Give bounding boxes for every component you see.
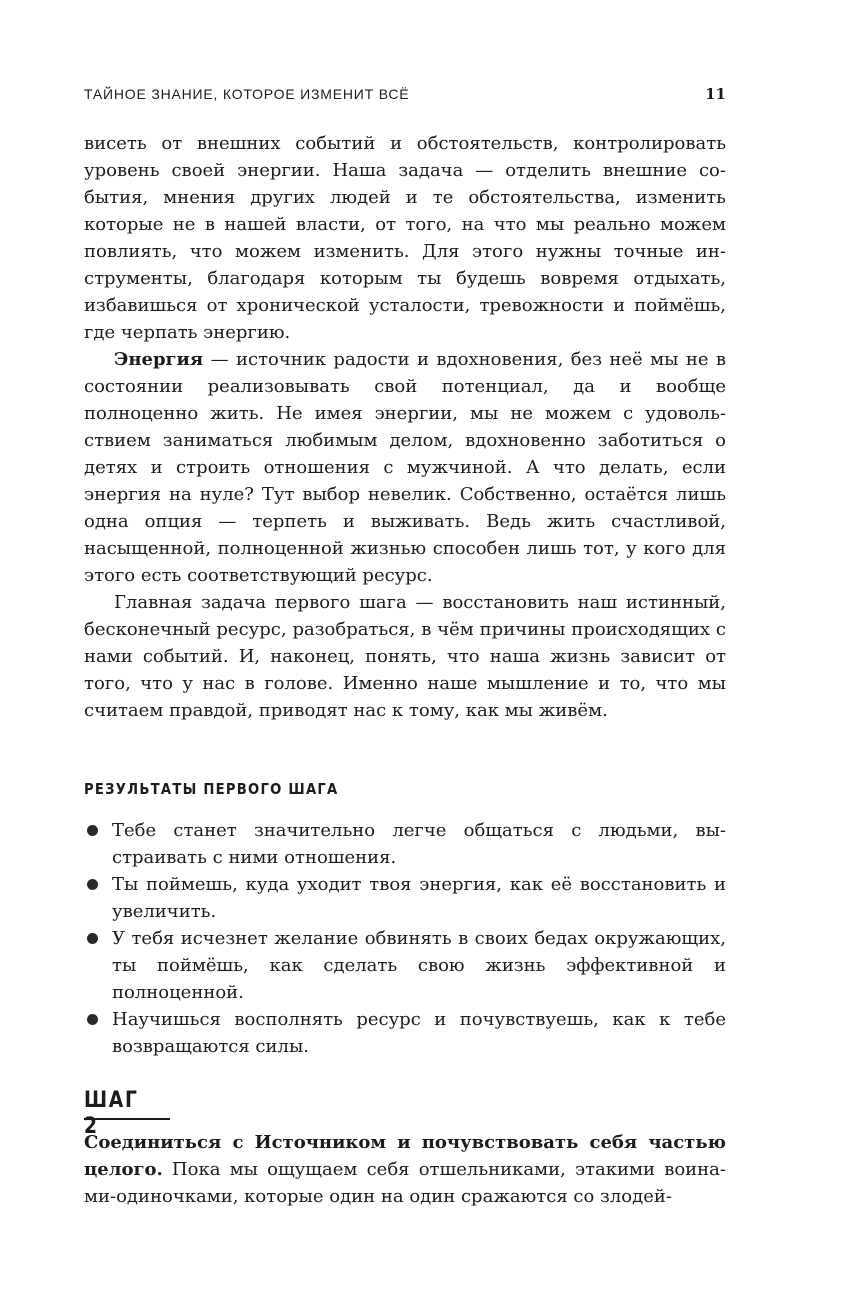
paragraph-bold-term: Энергия xyxy=(114,349,204,370)
paragraph-text: висеть от внешних событий и обстоятельств, контролировать уровень своей энергии. Наша задача — отделить внешние события, мнения других людей и те обстоятельства, изменить которые не в нашей власти, от того, на что мы реально можем повлиять, что можем изменить. Для этого нужны точные инструменты, благодаря которым ты будешь вовремя отдыхать, избавишься от хронической усталости, тревожности и поймёшь, где черпать энергию. xyxy=(84,133,726,343)
paragraph xyxy=(84,346,726,589)
list-item xyxy=(84,871,726,925)
step-heading-text: ШАГ 2 xyxy=(84,1088,139,1139)
step-text xyxy=(84,1129,726,1210)
results-heading: РЕЗУЛЬТАТЫ ПЕРВОГО ШАГА xyxy=(84,780,339,798)
running-head xyxy=(84,86,726,108)
list-item-text: Тебе станет значительно легче общаться с людьми, выстраивать с ними отношения. xyxy=(112,820,726,868)
bullet-icon xyxy=(87,879,98,890)
results-list xyxy=(84,817,726,1060)
main-text xyxy=(84,130,726,724)
list-item-text: Научишься восполнять ресурс и почувствуешь, как к тебе возвращаются силы. xyxy=(112,1009,726,1057)
paragraph-text: Пока мы ощущаем себя отшельниками, этакими воинами-одиночками, которые один на один сражаются со злодей- xyxy=(84,1159,726,1207)
list-item xyxy=(84,925,726,1006)
paragraph-text: — источник радости и вдохновения, без неё мы не в состоянии реализовывать свой потенциал, да и вообще полноценно жить. Не имея энергии, мы не можем с удовольствием заниматься любимым делом, вдохновенно заботиться о детях и строить отношения с мужчиной. А что делать, если энергия на нуле? Тут выбор невелик. Собственно, остаётся лишь одна опция — терпеть и выживать. Ведь жить счастливой, насыщенной, полноценной жизнью способен лишь тот, у кого для этого есть соответствующий ресурс. xyxy=(84,349,726,586)
bullet-icon xyxy=(87,933,98,944)
paragraph xyxy=(84,130,726,346)
list-item-text: У тебя исчезнет желание обвинять в своих бедах окружающих, ты поймёшь, как сделать свою жизнь эффективной и полноценной. xyxy=(112,928,726,1003)
bullet-icon xyxy=(87,1014,98,1025)
paragraph xyxy=(84,589,726,724)
paragraph xyxy=(84,1129,726,1210)
bullet-icon xyxy=(87,825,98,836)
running-head-title: ТАЙНОЕ ЗНАНИЕ, КОТОРОЕ ИЗМЕНИТ ВСЁ xyxy=(84,86,410,102)
step-lead: Соединиться с Источником и почувствовать себя частью целого. xyxy=(84,1132,726,1180)
list-item xyxy=(84,817,726,871)
list-item xyxy=(84,1006,726,1060)
step-heading xyxy=(84,1088,170,1139)
page-number: 11 xyxy=(705,85,726,103)
list-item-text: Ты поймешь, куда уходит твоя энергия, как её восстановить и увеличить. xyxy=(112,874,726,922)
paragraph-text: Главная задача первого шага — восстановить наш истинный, бесконечный ресурс, разобраться, в чём причины происходящих с нами событий. И, наконец, понять, что наша жизнь зависит от того, что у нас в голове. Именно наше мышление и то, что мы считаем правдой, приводят нас к тому, как мы живём. xyxy=(84,592,726,721)
